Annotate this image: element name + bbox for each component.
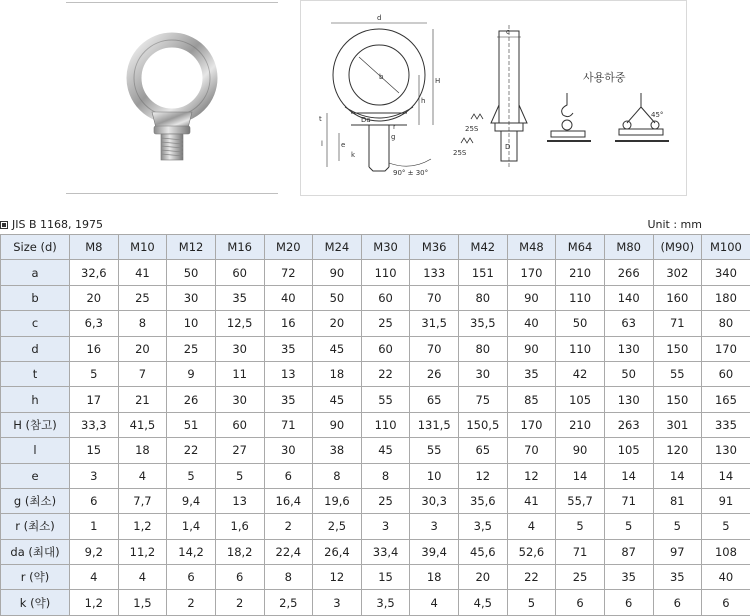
- square-bullet-icon: [0, 221, 8, 229]
- table-cell: 1: [70, 514, 119, 539]
- row-label: a: [1, 260, 70, 285]
- table-cell: 90: [313, 412, 362, 437]
- table-cell: 25: [556, 565, 605, 590]
- table-cell: 16: [264, 311, 313, 336]
- table-cell: 130: [604, 336, 653, 361]
- table-cell: 51: [167, 412, 216, 437]
- dim-label-h: h: [421, 97, 425, 105]
- table-cell: 63: [604, 311, 653, 336]
- header-cell: M30: [361, 235, 410, 260]
- table-cell: 7,7: [118, 488, 167, 513]
- table-cell: 97: [653, 539, 702, 564]
- table-cell: 12: [459, 463, 508, 488]
- table-cell: 302: [653, 260, 702, 285]
- table-cell: 110: [361, 412, 410, 437]
- product-photo-panel: [66, 0, 278, 196]
- table-cell: 55,7: [556, 488, 605, 513]
- photo-top-rule: [66, 2, 278, 3]
- table-cell: 15: [361, 565, 410, 590]
- table-cell: 40: [264, 285, 313, 310]
- table-cell: 170: [702, 336, 750, 361]
- table-cell: 26,4: [313, 539, 362, 564]
- table-cell: 3,5: [361, 590, 410, 615]
- row-label: l: [1, 438, 70, 463]
- table-cell: 5: [70, 361, 119, 386]
- table-cell: 4: [507, 514, 556, 539]
- table-cell: 1,4: [167, 514, 216, 539]
- table-row: [1, 361, 750, 386]
- table-cell: 3: [313, 590, 362, 615]
- table-cell: 20: [118, 336, 167, 361]
- table-cell: 110: [556, 285, 605, 310]
- table-cell: 170: [507, 260, 556, 285]
- table-cell: 25: [361, 311, 410, 336]
- table-cell: 16: [70, 336, 119, 361]
- table-cell: 14: [653, 463, 702, 488]
- table-cell: 81: [653, 488, 702, 513]
- technical-drawing-panel: [300, 0, 687, 196]
- spec-table-body: [1, 260, 750, 615]
- table-cell: 80: [459, 285, 508, 310]
- table-cell: 41,5: [118, 412, 167, 437]
- table-cell: 50: [604, 361, 653, 386]
- table-cell: 70: [507, 438, 556, 463]
- table-cell: 30,3: [410, 488, 459, 513]
- dim-label-H: H: [435, 77, 440, 85]
- table-cell: 50: [167, 260, 216, 285]
- row-label: c: [1, 311, 70, 336]
- table-row: [1, 412, 750, 437]
- table-cell: 65: [410, 387, 459, 412]
- table-cell: 60: [215, 412, 264, 437]
- table-cell: 6: [167, 565, 216, 590]
- table-cell: 120: [653, 438, 702, 463]
- table-cell: 60: [361, 285, 410, 310]
- table-cell: 8: [264, 565, 313, 590]
- photo-bottom-rule: [66, 193, 278, 194]
- row-label: h: [1, 387, 70, 412]
- table-row: [1, 285, 750, 310]
- table-cell: 20: [459, 565, 508, 590]
- dim-label-l: l: [321, 140, 323, 148]
- table-cell: 45,6: [459, 539, 508, 564]
- spec-table-head: [1, 235, 750, 260]
- table-cell: 65: [459, 438, 508, 463]
- table-cell: 18,2: [215, 539, 264, 564]
- table-cell: 10: [410, 463, 459, 488]
- table-cell: 75: [459, 387, 508, 412]
- table-cell: 90: [507, 336, 556, 361]
- table-cell: 55: [361, 387, 410, 412]
- header-cell: M12: [167, 235, 216, 260]
- table-cell: 35: [264, 387, 313, 412]
- row-label: H (참고): [1, 412, 70, 437]
- table-cell: 150: [653, 336, 702, 361]
- table-row: [1, 336, 750, 361]
- table-row: [1, 438, 750, 463]
- table-cell: 20: [70, 285, 119, 310]
- table-cell: 2: [167, 590, 216, 615]
- table-cell: 2: [264, 514, 313, 539]
- table-cell: 4: [118, 565, 167, 590]
- table-row: [1, 514, 750, 539]
- table-cell: 5: [604, 514, 653, 539]
- spec-table: [0, 234, 750, 616]
- table-cell: 6: [264, 463, 313, 488]
- table-cell: 8: [313, 463, 362, 488]
- table-cell: 22: [167, 438, 216, 463]
- table-cell: 14: [556, 463, 605, 488]
- table-cell: 13: [215, 488, 264, 513]
- table-row: [1, 539, 750, 564]
- table-cell: 14: [702, 463, 750, 488]
- table-cell: 3: [361, 514, 410, 539]
- table-cell: 60: [702, 361, 750, 386]
- table-cell: 12,5: [215, 311, 264, 336]
- table-cell: 14,2: [167, 539, 216, 564]
- table-cell: 263: [604, 412, 653, 437]
- table-cell: 12: [313, 565, 362, 590]
- table-cell: 1,2: [70, 590, 119, 615]
- table-cell: 30: [264, 438, 313, 463]
- table-cell: 50: [313, 285, 362, 310]
- dim-label-k: k: [351, 151, 356, 159]
- table-cell: 1,6: [215, 514, 264, 539]
- dim-label-g: g: [391, 133, 395, 141]
- table-cell: 5: [556, 514, 605, 539]
- table-cell: 16,4: [264, 488, 313, 513]
- table-cell: 340: [702, 260, 750, 285]
- table-cell: 85: [507, 387, 556, 412]
- table-row: [1, 590, 750, 615]
- table-cell: 2: [215, 590, 264, 615]
- table-cell: 266: [604, 260, 653, 285]
- table-cell: 108: [702, 539, 750, 564]
- header-cell: M20: [264, 235, 313, 260]
- table-cell: 6: [604, 590, 653, 615]
- standard-label: JIS B 1168, 1975: [12, 218, 103, 231]
- table-cell: 26: [167, 387, 216, 412]
- table-cell: 180: [702, 285, 750, 310]
- table-cell: 42: [556, 361, 605, 386]
- dim-label-D: D: [505, 143, 510, 151]
- row-label: da (최대): [1, 539, 70, 564]
- table-cell: 6,3: [70, 311, 119, 336]
- table-cell: 22,4: [264, 539, 313, 564]
- table-cell: 4: [70, 565, 119, 590]
- table-cell: 25: [167, 336, 216, 361]
- table-cell: 21: [118, 387, 167, 412]
- table-cell: 2,5: [313, 514, 362, 539]
- table-cell: 71: [264, 412, 313, 437]
- table-cell: 110: [361, 260, 410, 285]
- row-label: r (약): [1, 565, 70, 590]
- table-cell: 9: [167, 361, 216, 386]
- dim-label-angle: 90° ± 30°: [393, 169, 428, 177]
- header-cell: (M90): [653, 235, 702, 260]
- header-cell: M8: [70, 235, 119, 260]
- table-cell: 8: [118, 311, 167, 336]
- table-cell: 25: [118, 285, 167, 310]
- table-cell: 6: [653, 590, 702, 615]
- table-cell: 301: [653, 412, 702, 437]
- table-cell: 10: [167, 311, 216, 336]
- table-cell: 9,4: [167, 488, 216, 513]
- header-row: [1, 235, 750, 260]
- table-cell: 5: [702, 514, 750, 539]
- header-cell: M24: [313, 235, 362, 260]
- table-cell: 25: [361, 488, 410, 513]
- table-cell: 71: [604, 488, 653, 513]
- table-cell: 3: [70, 463, 119, 488]
- header-cell: M100: [702, 235, 750, 260]
- table-cell: 41: [507, 488, 556, 513]
- header-cell: M42: [459, 235, 508, 260]
- table-cell: 160: [653, 285, 702, 310]
- table-row: [1, 463, 750, 488]
- table-cell: 52,6: [507, 539, 556, 564]
- table-cell: 30: [167, 285, 216, 310]
- table-cell: 71: [653, 311, 702, 336]
- table-cell: 45: [313, 336, 362, 361]
- table-cell: 140: [604, 285, 653, 310]
- table-cell: 6: [70, 488, 119, 513]
- table-cell: 33,3: [70, 412, 119, 437]
- table-cell: 2,5: [264, 590, 313, 615]
- table-cell: 71: [556, 539, 605, 564]
- table-row: [1, 565, 750, 590]
- table-cell: 35: [604, 565, 653, 590]
- row-label: r (최소): [1, 514, 70, 539]
- table-cell: 11,2: [118, 539, 167, 564]
- table-cell: 40: [702, 565, 750, 590]
- table-cell: 150: [653, 387, 702, 412]
- table-cell: 5: [167, 463, 216, 488]
- table-cell: 130: [604, 387, 653, 412]
- table-cell: 45: [361, 438, 410, 463]
- table-cell: 39,4: [410, 539, 459, 564]
- table-cell: 18: [313, 361, 362, 386]
- table-cell: 35,6: [459, 488, 508, 513]
- table-cell: 26: [410, 361, 459, 386]
- finish-mark-1: 25S: [465, 125, 479, 133]
- dim-label-d: d: [377, 14, 381, 22]
- eye-bolt-drawing: [301, 1, 686, 195]
- row-label: b: [1, 285, 70, 310]
- table-cell: 5: [653, 514, 702, 539]
- table-cell: 9,2: [70, 539, 119, 564]
- table-cell: 3,5: [459, 514, 508, 539]
- table-cell: 22: [361, 361, 410, 386]
- table-cell: 133: [410, 260, 459, 285]
- table-cell: 18: [410, 565, 459, 590]
- dim-label-r: r: [393, 123, 396, 131]
- header-cell: M36: [410, 235, 459, 260]
- table-row: [1, 260, 750, 285]
- table-cell: 90: [507, 285, 556, 310]
- table-row: [1, 311, 750, 336]
- table-cell: 6: [556, 590, 605, 615]
- header-cell: M10: [118, 235, 167, 260]
- table-cell: 27: [215, 438, 264, 463]
- table-cell: 35: [264, 336, 313, 361]
- table-cell: 170: [507, 412, 556, 437]
- header-cell: M16: [215, 235, 264, 260]
- row-label: g (최소): [1, 488, 70, 513]
- table-cell: 4,5: [459, 590, 508, 615]
- table-cell: 45: [313, 387, 362, 412]
- table-cell: 210: [556, 260, 605, 285]
- table-cell: 20: [313, 311, 362, 336]
- table-cell: 4: [118, 463, 167, 488]
- header-cell: M64: [556, 235, 605, 260]
- table-cell: 210: [556, 412, 605, 437]
- table-cell: 131,5: [410, 412, 459, 437]
- header-cell: M48: [507, 235, 556, 260]
- table-cell: 1,2: [118, 514, 167, 539]
- unit-label: Unit : mm: [647, 218, 702, 231]
- dim-label-c: c: [506, 28, 510, 36]
- table-cell: 33,4: [361, 539, 410, 564]
- dim-label-b: b: [379, 73, 384, 81]
- table-cell: 15: [70, 438, 119, 463]
- table-cell: 50: [556, 311, 605, 336]
- table-row: [1, 488, 750, 513]
- table-cell: 70: [410, 285, 459, 310]
- angle-label: 45°: [651, 111, 663, 119]
- table-cell: 55: [410, 438, 459, 463]
- table-cell: 60: [215, 260, 264, 285]
- row-label: t: [1, 361, 70, 386]
- table-cell: 6: [702, 590, 750, 615]
- table-cell: 18: [118, 438, 167, 463]
- table-cell: 38: [313, 438, 362, 463]
- table-cell: 17: [70, 387, 119, 412]
- table-cell: 87: [604, 539, 653, 564]
- table-cell: 150,5: [459, 412, 508, 437]
- standard-caption: [0, 218, 103, 231]
- table-cell: 90: [556, 438, 605, 463]
- dim-label-Da: Da: [361, 116, 371, 124]
- table-cell: 335: [702, 412, 750, 437]
- table-cell: 3: [410, 514, 459, 539]
- row-label: k (약): [1, 590, 70, 615]
- table-cell: 105: [556, 387, 605, 412]
- dim-label-e: e: [341, 141, 345, 149]
- table-cell: 151: [459, 260, 508, 285]
- table-cell: 5: [507, 590, 556, 615]
- table-cell: 35: [215, 285, 264, 310]
- row-label: e: [1, 463, 70, 488]
- table-cell: 90: [313, 260, 362, 285]
- table-cell: 72: [264, 260, 313, 285]
- row-label: d: [1, 336, 70, 361]
- table-cell: 8: [361, 463, 410, 488]
- table-cell: 35: [653, 565, 702, 590]
- finish-mark-2: 25S: [453, 149, 467, 157]
- table-cell: 55: [653, 361, 702, 386]
- table-cell: 70: [410, 336, 459, 361]
- table-cell: 40: [507, 311, 556, 336]
- table-cell: 130: [702, 438, 750, 463]
- table-cell: 13: [264, 361, 313, 386]
- table-cell: 5: [215, 463, 264, 488]
- table-cell: 14: [604, 463, 653, 488]
- table-cell: 165: [702, 387, 750, 412]
- table-cell: 35,5: [459, 311, 508, 336]
- table-cell: 22: [507, 565, 556, 590]
- table-cell: 32,6: [70, 260, 119, 285]
- usage-label: 사용하중: [583, 70, 626, 84]
- eye-bolt-photo: [66, 0, 278, 196]
- table-cell: 35: [507, 361, 556, 386]
- table-cell: 19,6: [313, 488, 362, 513]
- table-row: [1, 387, 750, 412]
- table-cell: 60: [361, 336, 410, 361]
- table-cell: 91: [702, 488, 750, 513]
- table-cell: 80: [702, 311, 750, 336]
- table-cell: 4: [410, 590, 459, 615]
- table-cell: 105: [604, 438, 653, 463]
- header-size-cell: Size (d): [1, 235, 70, 260]
- table-cell: 1,5: [118, 590, 167, 615]
- table-cell: 30: [215, 336, 264, 361]
- table-cell: 30: [215, 387, 264, 412]
- table-cell: 7: [118, 361, 167, 386]
- dim-label-t: t: [319, 115, 322, 123]
- table-cell: 11: [215, 361, 264, 386]
- table-cell: 41: [118, 260, 167, 285]
- header-cell: M80: [604, 235, 653, 260]
- table-cell: 12: [507, 463, 556, 488]
- table-cell: 6: [215, 565, 264, 590]
- table-cell: 30: [459, 361, 508, 386]
- table-cell: 110: [556, 336, 605, 361]
- table-cell: 80: [459, 336, 508, 361]
- table-cell: 31,5: [410, 311, 459, 336]
